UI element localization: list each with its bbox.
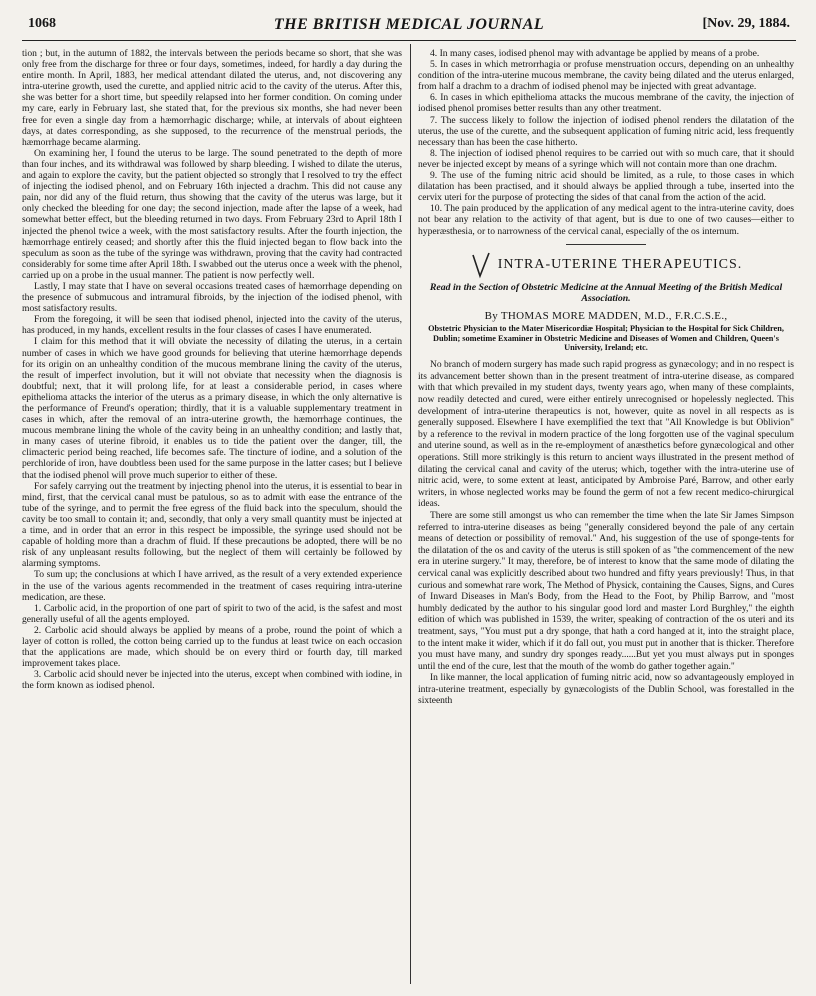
paragraph: 2. Carbolic acid should always be applied by means of a probe, round the point of which a layer of cotton is rolled, the cotton being carried up to the fundus at least twice on each occasion that the applications are made, which should be on every third or fourth day, till marked improvement takes place.: [22, 624, 402, 670]
section-rule: [566, 244, 646, 245]
column-divider: [410, 44, 411, 984]
journal-title: THE BRITISH MEDICAL JOURNAL: [273, 16, 545, 33]
conclusion-item: 6. In cases in which epithelioma attacks the mucous membrane of the cavity, the injection of iodised phenol promises better results than any other treatment.: [418, 92, 794, 115]
article-body: [418, 360, 794, 708]
paragraph: 1. Carbolic acid, in the proportion of one part of spirit to two of the acid, is the safest and most generally useful of all the agents employed.: [22, 602, 402, 625]
issue-date: [Nov. 29, 1884.: [702, 16, 790, 31]
check-mark-icon: [470, 251, 492, 279]
paragraph: tion ; but, in the autumn of 1882, the intervals between the periods became so short, that she was only free from the discharge for three or four days, sometimes, indeed, for hardly a day during the entire month. In April, 1883, her medical attendant dilated the uterus, and, not discovering any intra-uterine growth, used the curette, and applied nitric acid to the cavity of the uterus. After this, she was better for a short time, but speedily relapsed into her former condition. On coming under my care, early in February last, she stated that, for the previous six months, she had never been free for even a single day from a hæmorrhagic discharge; while, at intervals of about eighteen days, at dates corresponding, as she supposed, to the recurrence of the menstrual periods, the hæmorrhage became alarming.: [22, 48, 402, 148]
conclusion-item: 7. The success likely to follow the injection of iodised phenol renders the dilatation of the uterus, the use of the curette, and the subsequent application of fuming nitric acid, less frequently necessary than has been the case hitherto.: [418, 114, 794, 148]
paragraph: No branch of modern surgery has made such rapid progress as gynæcology; and in no respect is its advancement better shown than in the present treatment of intra-uterine disease, as compared with that which prevailed in my student days, twenty years ago, when many of these complaints, now readily detected and cured, were either entirely unrecognised or hopelessly neglected. This development of intra-uterine therapeutics is not, however, quite as novel in all respects as is generally supposed. Elsewhere I have exemplified the text that "All Knowledge is but Oblivion" by a reference to the revival in modern practice of the long forgotten use of the vaginal speculum and uterine sound, as well as in the re-employment of anæsthetics before gynæcological and other operations. Still more strikingly is this return to ancient ways illustrated in the present method of dilating the cervical canal and cavity of the uterus; which, together with the intra-uterine use of nitric acid, were, to some extent at least, anticipated by Ambroise Paré, Barrow, and other early writers, in whose neglected works may be found the germ of not a few recent medico-chirurgical ideas.: [418, 360, 794, 510]
paragraph: 3. Carbolic acid should never be injected into the uterus, except when combined with iodine, in the form known as iodised phenol.: [22, 669, 402, 692]
article-title-row: [418, 251, 794, 279]
page-header: [28, 16, 790, 38]
paragraph: To sum up; the conclusions at which I have arrived, as the result of a very extended experience in the use of the various agents recommended in the treatment of cases requiring intra-uterine medication, are these.: [22, 569, 402, 603]
page-number: 1068: [28, 16, 56, 31]
paragraph: In like manner, the local application of fuming nitric acid, now so advantageously employed in intra-uterine treatment, especially by gynæcologists of the Dublin School, was forestalled in the sixteenth: [418, 673, 794, 707]
paragraph: For safely carrying out the treatment by injecting phenol into the uterus, it is essential to bear in mind, first, that the cervical canal must be patulous, so as to admit with ease the entrance of the tube of the syringe, and to permit the free egress of the fluid back into the speculum, should the cavity be too small to contain it; and, secondly, that only a very small quantity must be injected at a time, and in order that an error in this respect be impossible, the syringe used should not be capable of holding more than a drachm of fluid. If these precautions be adopted, there will be no risk of any unpleasant results following, but the neglect of them will certainly be followed by alarming symptoms.: [22, 480, 402, 570]
conclusion-item: 4. In many cases, iodised phenol may with advantage be applied by means of a probe.: [430, 48, 760, 59]
paragraph: From the foregoing, it will be seen that iodised phenol, injected into the cavity of the uterus, has produced, in my hands, excellent results in the four classes of cases I have enumerated.: [22, 314, 402, 337]
read-in-note: Read in the Section of Obstetric Medicine at the Annual Meeting of the British Medical Association.: [429, 281, 783, 305]
paragraph: On examining her, I found the uterus to be large. The sound penetrated to the depth of more than four inches, and its withdrawal was followed by sharp bleeding. I wished to dilate the uterus, and again to explore the cavity, but the patient objected so strongly that I resolved to try the effect of injecting the iodised phenol, and on February 16th injected a drachm. This did not cause any pain, nor did any of the fluid return, thus showing that the cavity of the uterus was large, but it only checked the bleeding for one day; the second injection, made after the lapse of a week, had somewhat better effect, but the bleeding returned in two days. From February 23rd to April 18th I injected the phenol twice a week, with the most satisfactory results. After the fourth injection, the hæmorrhage entirely ceased; and shortly after this the fluid injected began to flow back into the speculum as soon as the tube of the syringe was withdrawn, proving that the cavity had contracted considerably for some time after April 18th. I swabbed out the uterus once a week with the phenol, carried up on a probe in the usual manner. The patient is now perfectly well.: [22, 147, 402, 281]
conclusion-item: 5. In cases in which metrorrhagia or profuse menstruation occurs, depending on an unhealthy condition of the intra-uterine mucous membrane, the cavity being dilated and the uterus enlarged, from half a drachm to a drachm of iodised phenol may be injected with great advantage.: [418, 59, 794, 93]
conclusion-item: 8. The injection of iodised phenol requires to be carried out with so much care, that it should never be injected except by means of a syringe which will not contain more than one drachm.: [418, 147, 794, 170]
paragraph: There are some still amongst us who can remember the time when the late Sir James Simpson referred to intra-uterine diseases as being "generally considered beyond the pale of any certain means of detection or possibility of removal." And, his suggestion of the use of sponge-tents for the dilatation of the os and cavity of the uterus is still spoken of as "the commencement of the new era in uterine surgery." It may, therefore, be of interest to know that the same mode of dilating the cervical canal was explicitly described about two hundred and fifty years previously! Thus, in that curious and somewhat rare work, The Method of Physick, containing the Causes, Signs, and Cures of Inward Diseases in Man's Body, from the Head to the Foot, by Philip Barrow, and "most humbly dedicated by the author to his singular good lord and master Lord Burghley," the eighth edition of which was published in 1539, the writer, speaking of contraction of the os uteri and its treatment, says, "You must put a dry sponge, that hath a cord hanged at it, into the straight place, to the intent make it wider, which if it do fall out, you must put in another that is thicker. Therefore you must have many, and sundry dry sponges ready......But yet you must always put in sponges until the end of the cure, lest that the mouth of the womb do gather together again.": [418, 510, 794, 672]
header-rule: [22, 40, 796, 41]
conclusion-item: 9. The use of the fuming nitric acid should be limited, as a rule, to those cases in which dilatation has been practised, and it should always be applied through a tube, inserted into the cervix uteri for the purpose of protecting the sides of that canal from the action of the acid.: [418, 170, 794, 204]
conclusion-item: 10. The pain produced by the application of any medical agent to the intra-uterine cavity, does not bear any relation to the activity of that agent, but is due to one of two causes—either to hyperæsthesia, or to narrowness of the cervical canal, especially of the os internum.: [418, 203, 794, 237]
paragraph: Lastly, I may state that I have on several occasions treated cases of hæmorrhage depending on the presence of submucous and intramural fibroids, by the injection of the iodised phenol, with most satisfactory results.: [22, 280, 402, 315]
article-title: INTRA-UTERINE THERAPEUTICS.: [497, 256, 743, 272]
paragraph: I claim for this method that it will obviate the necessity of dilating the uterus, in a certain number of cases in which we have good grounds for believing that uterine hæmorrhage depends for its origin on an unhealthy condition of the mucous membrane lining the cavity of the uterus, the result of imperfect involution, but it will not obviate that necessity when the diagnosis is doubtful; next, that it will prolong life, for at least a considerable period, in cases where epithelioma attacks the interior of the uterus as a primary disease, in which the only alternative is the performance of Freund's operation; thirdly, that it is a valuable supplementary treatment in cases in which, after the removal of an intra-uterine growth, the hæmorrhage continues, the mucous membrane lining the whole of the cavity being in an unhealthy condition; and lastly that, in many cases of uterine fibroid, it enables us to tide the patient over the danger, till, the climacteric period being reached, life becomes safe. The tincture of iodine, and a solution of the perchloride of iron, have doubtless been used for the same purpose in the latter cases; but I believe that the iodised phenol will prove much superior to either of these.: [22, 336, 402, 481]
author-affiliation: Obstetric Physician to the Mater Misericordiæ Hospital; Physician to the Hospital for Sick Children, Dublin; sometime Examiner in Obstetric Medicine and Diseases of Women and Children, Queen's University, Ireland; etc.: [428, 323, 784, 353]
left-column: [22, 48, 402, 691]
author-byline: By THOMAS MORE MADDEN, M.D., F.R.C.S.E.,: [484, 309, 728, 322]
right-column: [418, 48, 794, 708]
